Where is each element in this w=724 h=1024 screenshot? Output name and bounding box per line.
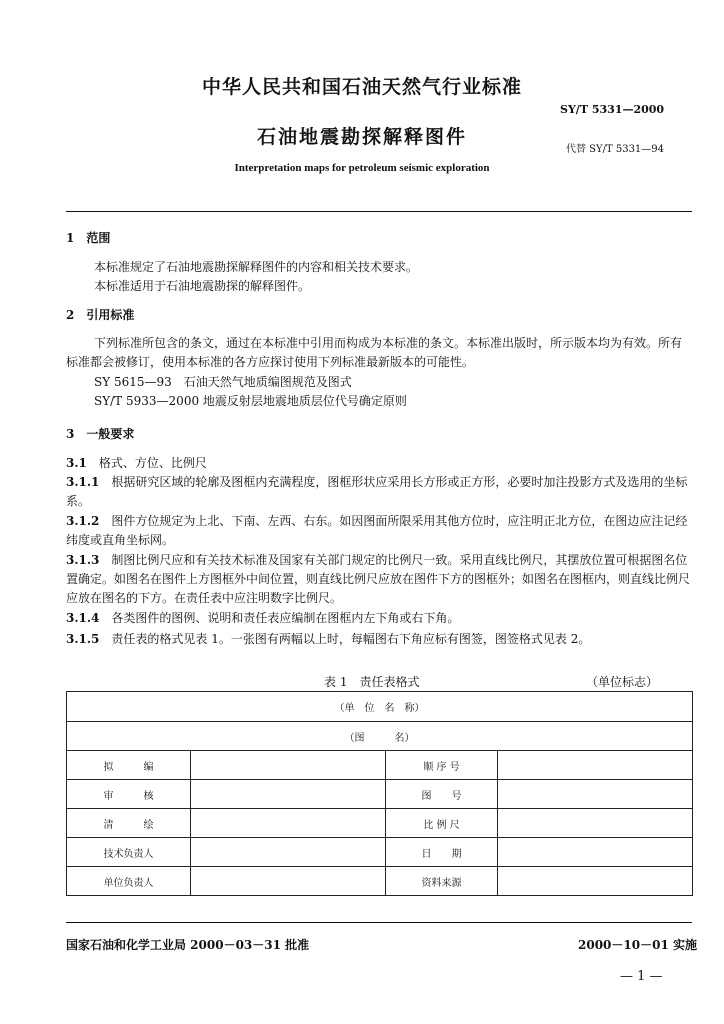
clause-number: 3.1.2	[66, 514, 100, 528]
table-row	[67, 751, 693, 780]
replaces-note: 代替 SY/T 5331—94	[566, 144, 665, 155]
header-divider	[66, 211, 692, 212]
blank-cell	[498, 780, 693, 809]
section-1-heading: 1 范围	[66, 231, 111, 245]
map-name-cell: （图 名）	[67, 722, 693, 751]
clause-3-1	[66, 454, 692, 473]
blank-cell	[191, 867, 386, 896]
footer-divider	[66, 922, 692, 923]
clause-3-1-2	[66, 512, 692, 550]
blank-cell	[191, 838, 386, 867]
clause-number: 3.1.3	[66, 553, 100, 567]
blank-cell	[498, 751, 693, 780]
clause-number: 3.1.4	[66, 611, 100, 625]
clause-text: 格式、方位、比例尺	[98, 456, 207, 470]
table-unit-note: （单位标志）	[586, 675, 659, 689]
clause-number: 3.1.5	[66, 632, 100, 646]
blank-cell	[498, 838, 693, 867]
table-row	[67, 780, 693, 809]
table-row	[67, 867, 693, 896]
clause-number: 3.1.1	[66, 475, 100, 489]
section-2-para-1: 下列标准所包含的条文，通过在本标准中引用而构成为本标准的条文。本标准出版时，所示版本均为有效。所有标准都会被修订，使用本标准的各方应探讨使用下列标准最新版本的可能性。	[66, 336, 683, 369]
section-3-heading: 3 一般要求	[66, 427, 135, 441]
blank-cell	[191, 780, 386, 809]
row-label: 清 绘	[67, 809, 191, 838]
row-label: 日 期	[386, 838, 498, 867]
row-label: 比 例 尺	[386, 809, 498, 838]
blank-cell	[498, 809, 693, 838]
table-row	[67, 838, 693, 867]
clause-text: 责任表的格式见表 1。一张图有两幅以上时，每幅图右下角应标有图签，图签格式见表 2。	[111, 632, 591, 646]
effective-date: 2000－10－01 实施	[578, 938, 697, 952]
clause-3-1-4	[66, 609, 692, 628]
blank-cell	[191, 751, 386, 780]
row-label: 审 核	[67, 780, 191, 809]
table-row	[67, 809, 693, 838]
blank-cell	[498, 867, 693, 896]
table-row	[67, 692, 693, 722]
document-title: 石油地震勘探解释图件	[256, 126, 467, 148]
unit-name-cell: （单 位 名 称）	[67, 692, 693, 722]
reference-sy5615: SY 5615—93 石油天然气地质编图规范及图式	[94, 375, 352, 389]
clause-3-1-1	[66, 473, 692, 511]
clause-3-1-3	[66, 551, 692, 608]
page-number: — 1 —	[620, 969, 663, 984]
section-2-heading: 2 引用标准	[66, 308, 135, 322]
row-label: 拟 编	[67, 751, 191, 780]
section-1-para-2: 本标准适用于石油地震勘探的解释图件。	[94, 279, 311, 293]
responsibility-table	[66, 691, 693, 896]
industry-standard-title: 中华人民共和国石油天然气行业标准	[201, 76, 522, 98]
standard-number: SY/T 5331—2000	[560, 103, 665, 116]
clause-text: 各类图件的图例、说明和责任表应编制在图框内左下角或右下角。	[111, 611, 460, 625]
english-title: Interpretation maps for petroleum seismic exploration	[234, 162, 490, 174]
table-row	[67, 722, 693, 751]
row-label: 图 号	[386, 780, 498, 809]
section-1-para-1: 本标准规定了石油地震勘探解释图件的内容和相关技术要求。	[94, 260, 419, 274]
row-label: 技术负责人	[67, 838, 191, 867]
row-label: 顺 序 号	[386, 751, 498, 780]
approval-line: 国家石油和化学工业局 2000－03－31 批准	[66, 938, 310, 952]
row-label: 资料来源	[386, 867, 498, 896]
clause-number: 3.1	[66, 456, 87, 470]
clause-text: 根据研究区域的轮廓及图框内充满程度，图框形状应采用长方形或正方形，必要时加注投影方式及选用的坐标系。	[66, 475, 688, 508]
clause-text: 制图比例尺应和有关技术标准及国家有关部门规定的比例尺一致。采用直线比例尺，其摆放位置可根据图名位置确定。如图名在图件上方图框外中间位置，则直线比例尺应放在图件下方的图框外；如图名在图框内，则直线比例尺应放在图名的下方。在责任表中应注明数字比例尺。	[66, 553, 691, 605]
clause-text: 图件方位规定为上北、下南、左西、右东。如因图面所限采用其他方位时，应注明正北方位，在图边应注记经纬度或直角坐标网。	[66, 514, 688, 547]
row-label: 单位负责人	[67, 867, 191, 896]
blank-cell	[191, 809, 386, 838]
table-caption: 表 1 责任表格式	[324, 675, 420, 689]
clause-3-1-5	[66, 630, 692, 649]
reference-syt5933: SY/T 5933—2000 地震反射层地震地质层位代号确定原则	[94, 394, 407, 408]
